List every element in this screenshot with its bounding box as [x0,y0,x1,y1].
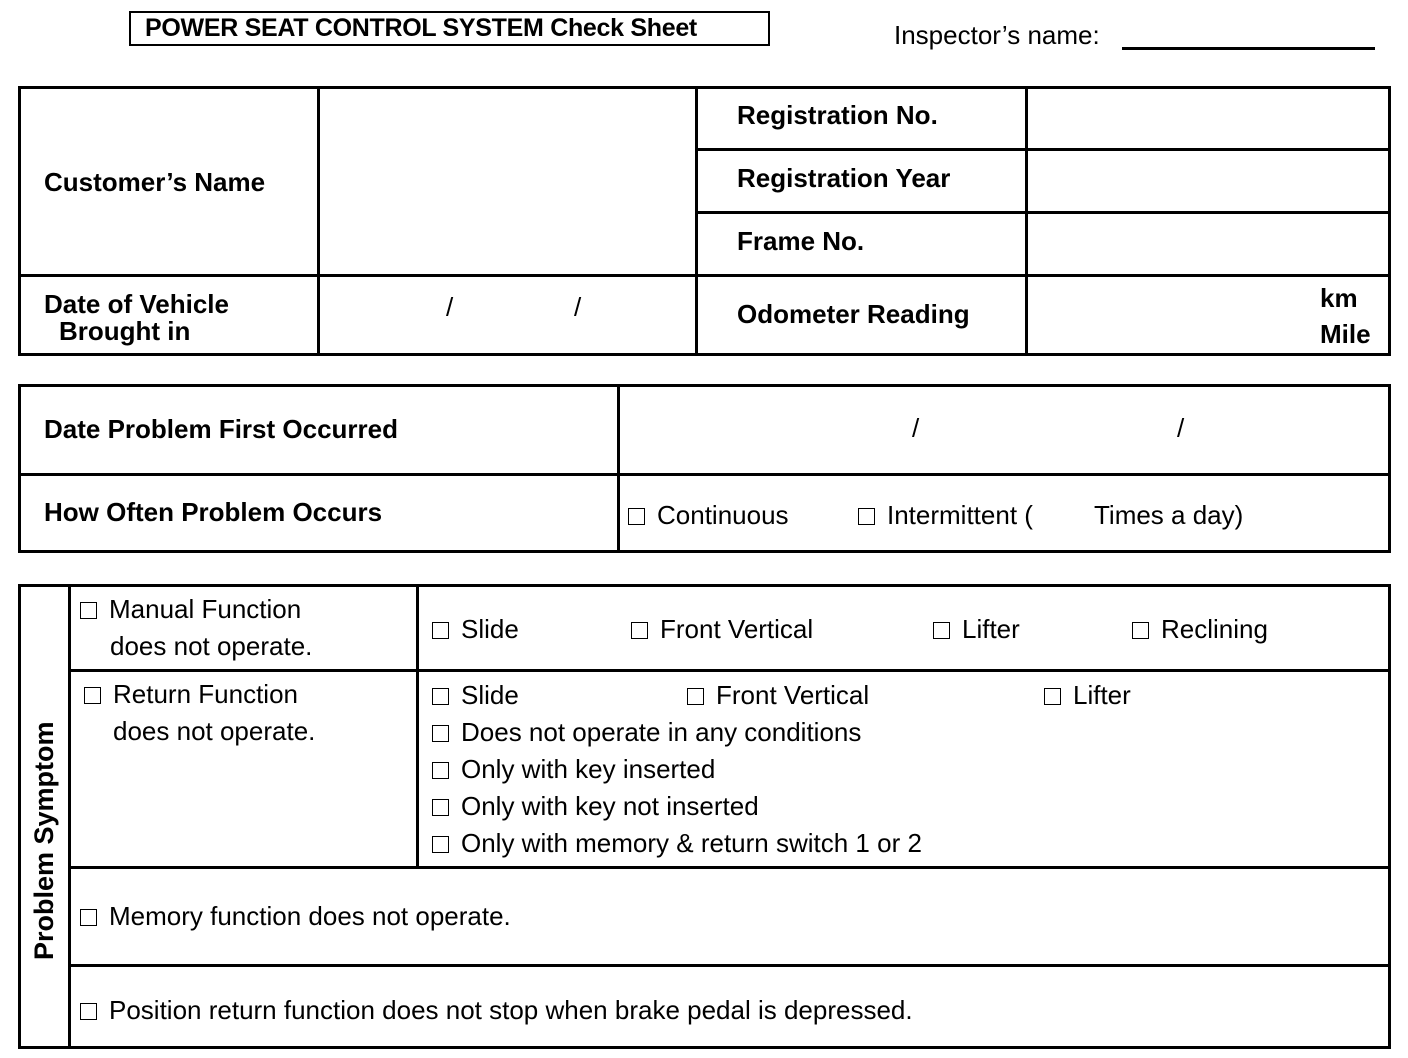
manual-reclining-option[interactable]: Reclining [1132,614,1268,645]
manual-slide-option[interactable]: Slide [432,614,519,645]
times-a-day-label: Times a day) [1094,500,1244,530]
first-occurred-separator-2: / [1177,413,1185,443]
registration-no-field[interactable] [1033,95,1385,143]
inspector-name-field[interactable] [1124,18,1378,48]
registration-year-label: Registration Year [737,163,951,193]
first-occurred-label: Date Problem First Occurred [44,414,398,444]
return-lifter-option[interactable]: Lifter [1044,680,1131,711]
return-front-vertical-checkbox[interactable] [687,688,704,705]
date-brought-separator-1: / [446,292,454,322]
date-brought-separator-2: / [574,292,582,322]
manual-front-vertical-checkbox[interactable] [631,622,648,639]
date-brought-label-line1: Date of Vehicle [44,289,229,319]
memory-function-checkbox[interactable] [80,909,97,926]
memory-function-option[interactable]: Memory function does not operate. [80,901,511,932]
odometer-field[interactable] [1033,290,1307,342]
return-slide-checkbox[interactable] [432,688,449,705]
return-function-checkbox[interactable] [84,687,101,704]
first-occurred-separator-1: / [912,413,920,443]
manual-function-line2: does not operate. [110,631,313,661]
customer-name-label: Customer’s Name [44,167,266,197]
manual-lifter-checkbox[interactable] [933,622,950,639]
frame-no-label: Frame No. [737,226,865,256]
intermittent-option[interactable]: Intermittent ( [858,500,1033,531]
registration-no-label: Registration No. [737,100,938,130]
return-lifter-checkbox[interactable] [1044,688,1061,705]
manual-function-checkbox[interactable] [80,602,97,619]
manual-function-option[interactable]: Manual Function [80,594,301,625]
how-often-label: How Often Problem Occurs [44,497,383,527]
frame-no-field[interactable] [1033,220,1385,268]
condition-key-inserted-checkbox[interactable] [432,762,449,779]
condition-any-checkbox[interactable] [432,725,449,742]
inspector-name-label: Inspector’s name: [894,20,1100,50]
unit-mile: Mile [1320,319,1371,349]
condition-memory-switch-checkbox[interactable] [432,836,449,853]
intermittent-checkbox[interactable] [858,508,875,525]
return-slide-option[interactable]: Slide [432,680,519,711]
unit-km: km [1320,283,1358,313]
customer-name-field[interactable] [325,95,691,267]
condition-memory-switch-option[interactable]: Only with memory & return switch 1 or 2 [432,828,922,859]
position-return-option[interactable]: Position return function does not stop when brake pedal is depressed. [80,995,913,1026]
return-function-option[interactable]: Return Function [84,679,298,710]
manual-lifter-option[interactable]: Lifter [933,614,1020,645]
return-front-vertical-option[interactable]: Front Vertical [687,680,869,711]
manual-front-vertical-option[interactable]: Front Vertical [631,614,813,645]
continuous-checkbox[interactable] [628,508,645,525]
page-title: POWER SEAT CONTROL SYSTEM Check Sheet [129,11,770,46]
manual-reclining-checkbox[interactable] [1132,622,1149,639]
date-brought-label-line2: Brought in [59,316,191,346]
registration-year-field[interactable] [1033,157,1385,205]
problem-symptom-label: Problem Symptom [29,721,59,960]
return-function-line2: does not operate. [113,716,316,746]
condition-any-option[interactable]: Does not operate in any conditions [432,717,861,748]
odometer-label: Odometer Reading [737,299,970,329]
continuous-option[interactable]: Continuous [628,500,789,531]
condition-key-inserted-option[interactable]: Only with key inserted [432,754,715,785]
position-return-checkbox[interactable] [80,1003,97,1020]
manual-slide-checkbox[interactable] [432,622,449,639]
condition-key-not-inserted-checkbox[interactable] [432,799,449,816]
condition-key-not-inserted-option[interactable]: Only with key not inserted [432,791,759,822]
